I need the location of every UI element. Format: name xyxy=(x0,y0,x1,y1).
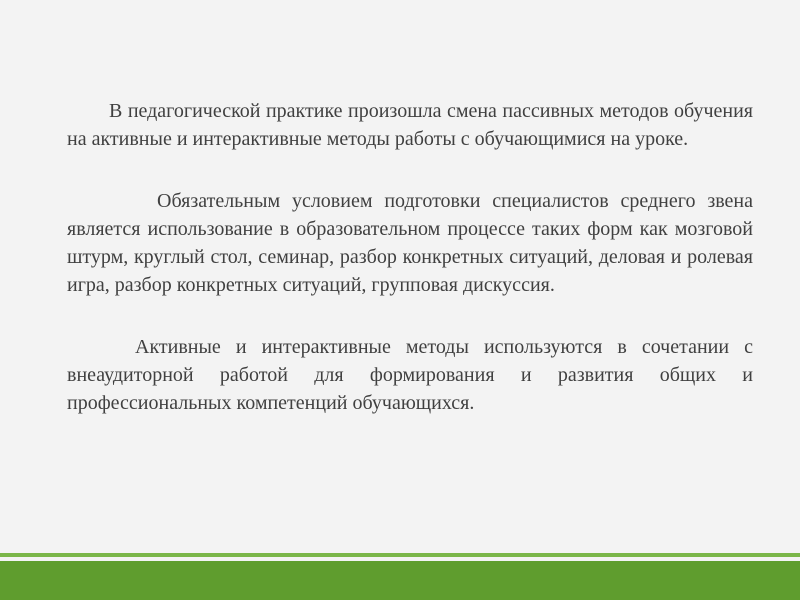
paragraph-1: В педагогической практике произошла смена пассивных методов обучения на активные и интерактивные методы работы с обучающимися на уроке. xyxy=(67,100,753,150)
paragraph-3: Активные и интерактивные методы используются в сочетании с внеаудиторной работой для формирования и развития общих и профессиональных компетенций обучающихся. xyxy=(67,336,753,414)
slide-text-block xyxy=(67,97,753,417)
paragraph-2: Обязательным условием подготовки специалистов среднего звена является использование в образовательном процессе таких форм как мозговой штурм, круглый стол, семинар, разбор конкретных ситуаций, деловая и ролевая игра, разбор конкретных ситуаций, групповая дискуссия. xyxy=(67,190,753,296)
footer-accent-line xyxy=(0,553,800,557)
footer-accent-bar xyxy=(0,561,800,600)
